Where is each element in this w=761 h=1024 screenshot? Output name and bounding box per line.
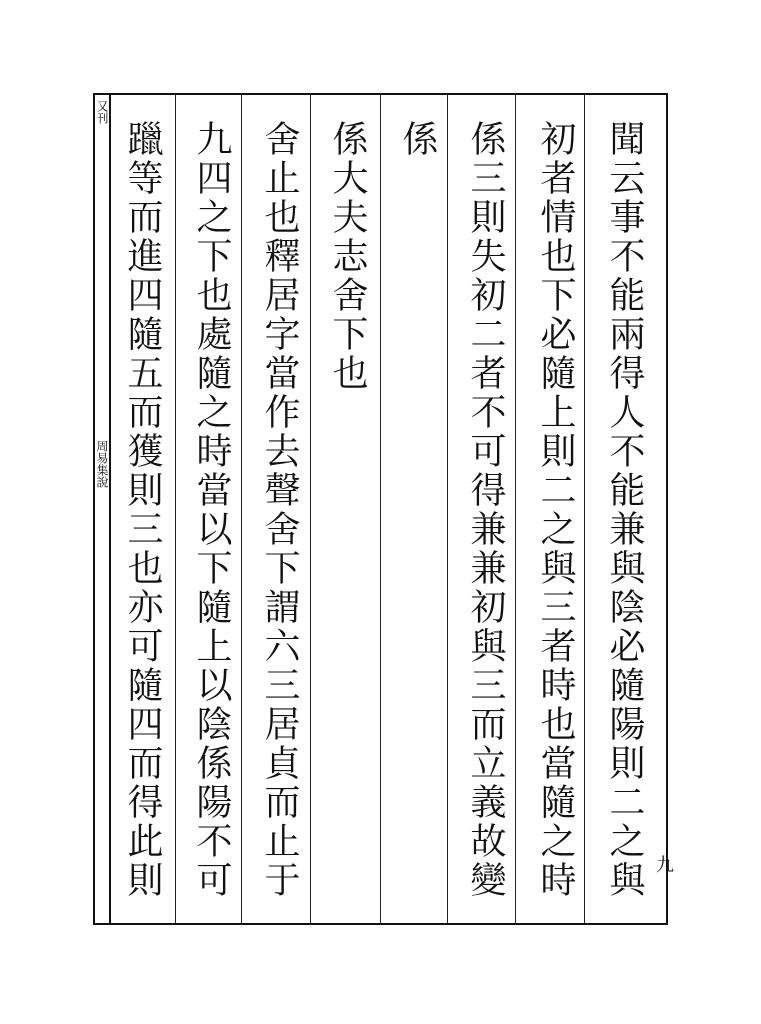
text-column-1: 聞云事不能兩得人不能兼與陰必隨陽則二之與 — [604, 120, 645, 900]
column-rule — [380, 95, 381, 923]
text-column-6: 舍止也釋居字當作去聲舍下謂六三居貞而止于 — [259, 120, 300, 900]
text-column-5: 係大夫志舍下也 — [327, 120, 368, 393]
column-rule — [310, 95, 311, 923]
column-rule — [584, 95, 585, 923]
page-number: 九 — [653, 855, 674, 873]
binding-margin — [93, 93, 111, 925]
text-column-2: 初者情也下必隨上則二之與三者時也當隨之時 — [535, 120, 576, 900]
column-rule — [447, 95, 448, 923]
column-rule — [515, 95, 516, 923]
text-column-8: 躐等而進四隨五而獲則三也亦可隨四而得此則 — [122, 120, 163, 900]
column-rule — [175, 95, 176, 923]
text-column-3: 係三則失初二者不可得兼兼初與三而立義故變 — [465, 120, 506, 900]
column-rule — [241, 95, 242, 923]
text-column-7: 九四之下也處隨之時當以下隨上以陰係陽不可 — [191, 120, 232, 900]
text-column-4: 係 — [397, 120, 438, 159]
margin-book-title: 周易集說 — [95, 440, 109, 488]
margin-top-marks: 又刊 — [95, 100, 109, 124]
